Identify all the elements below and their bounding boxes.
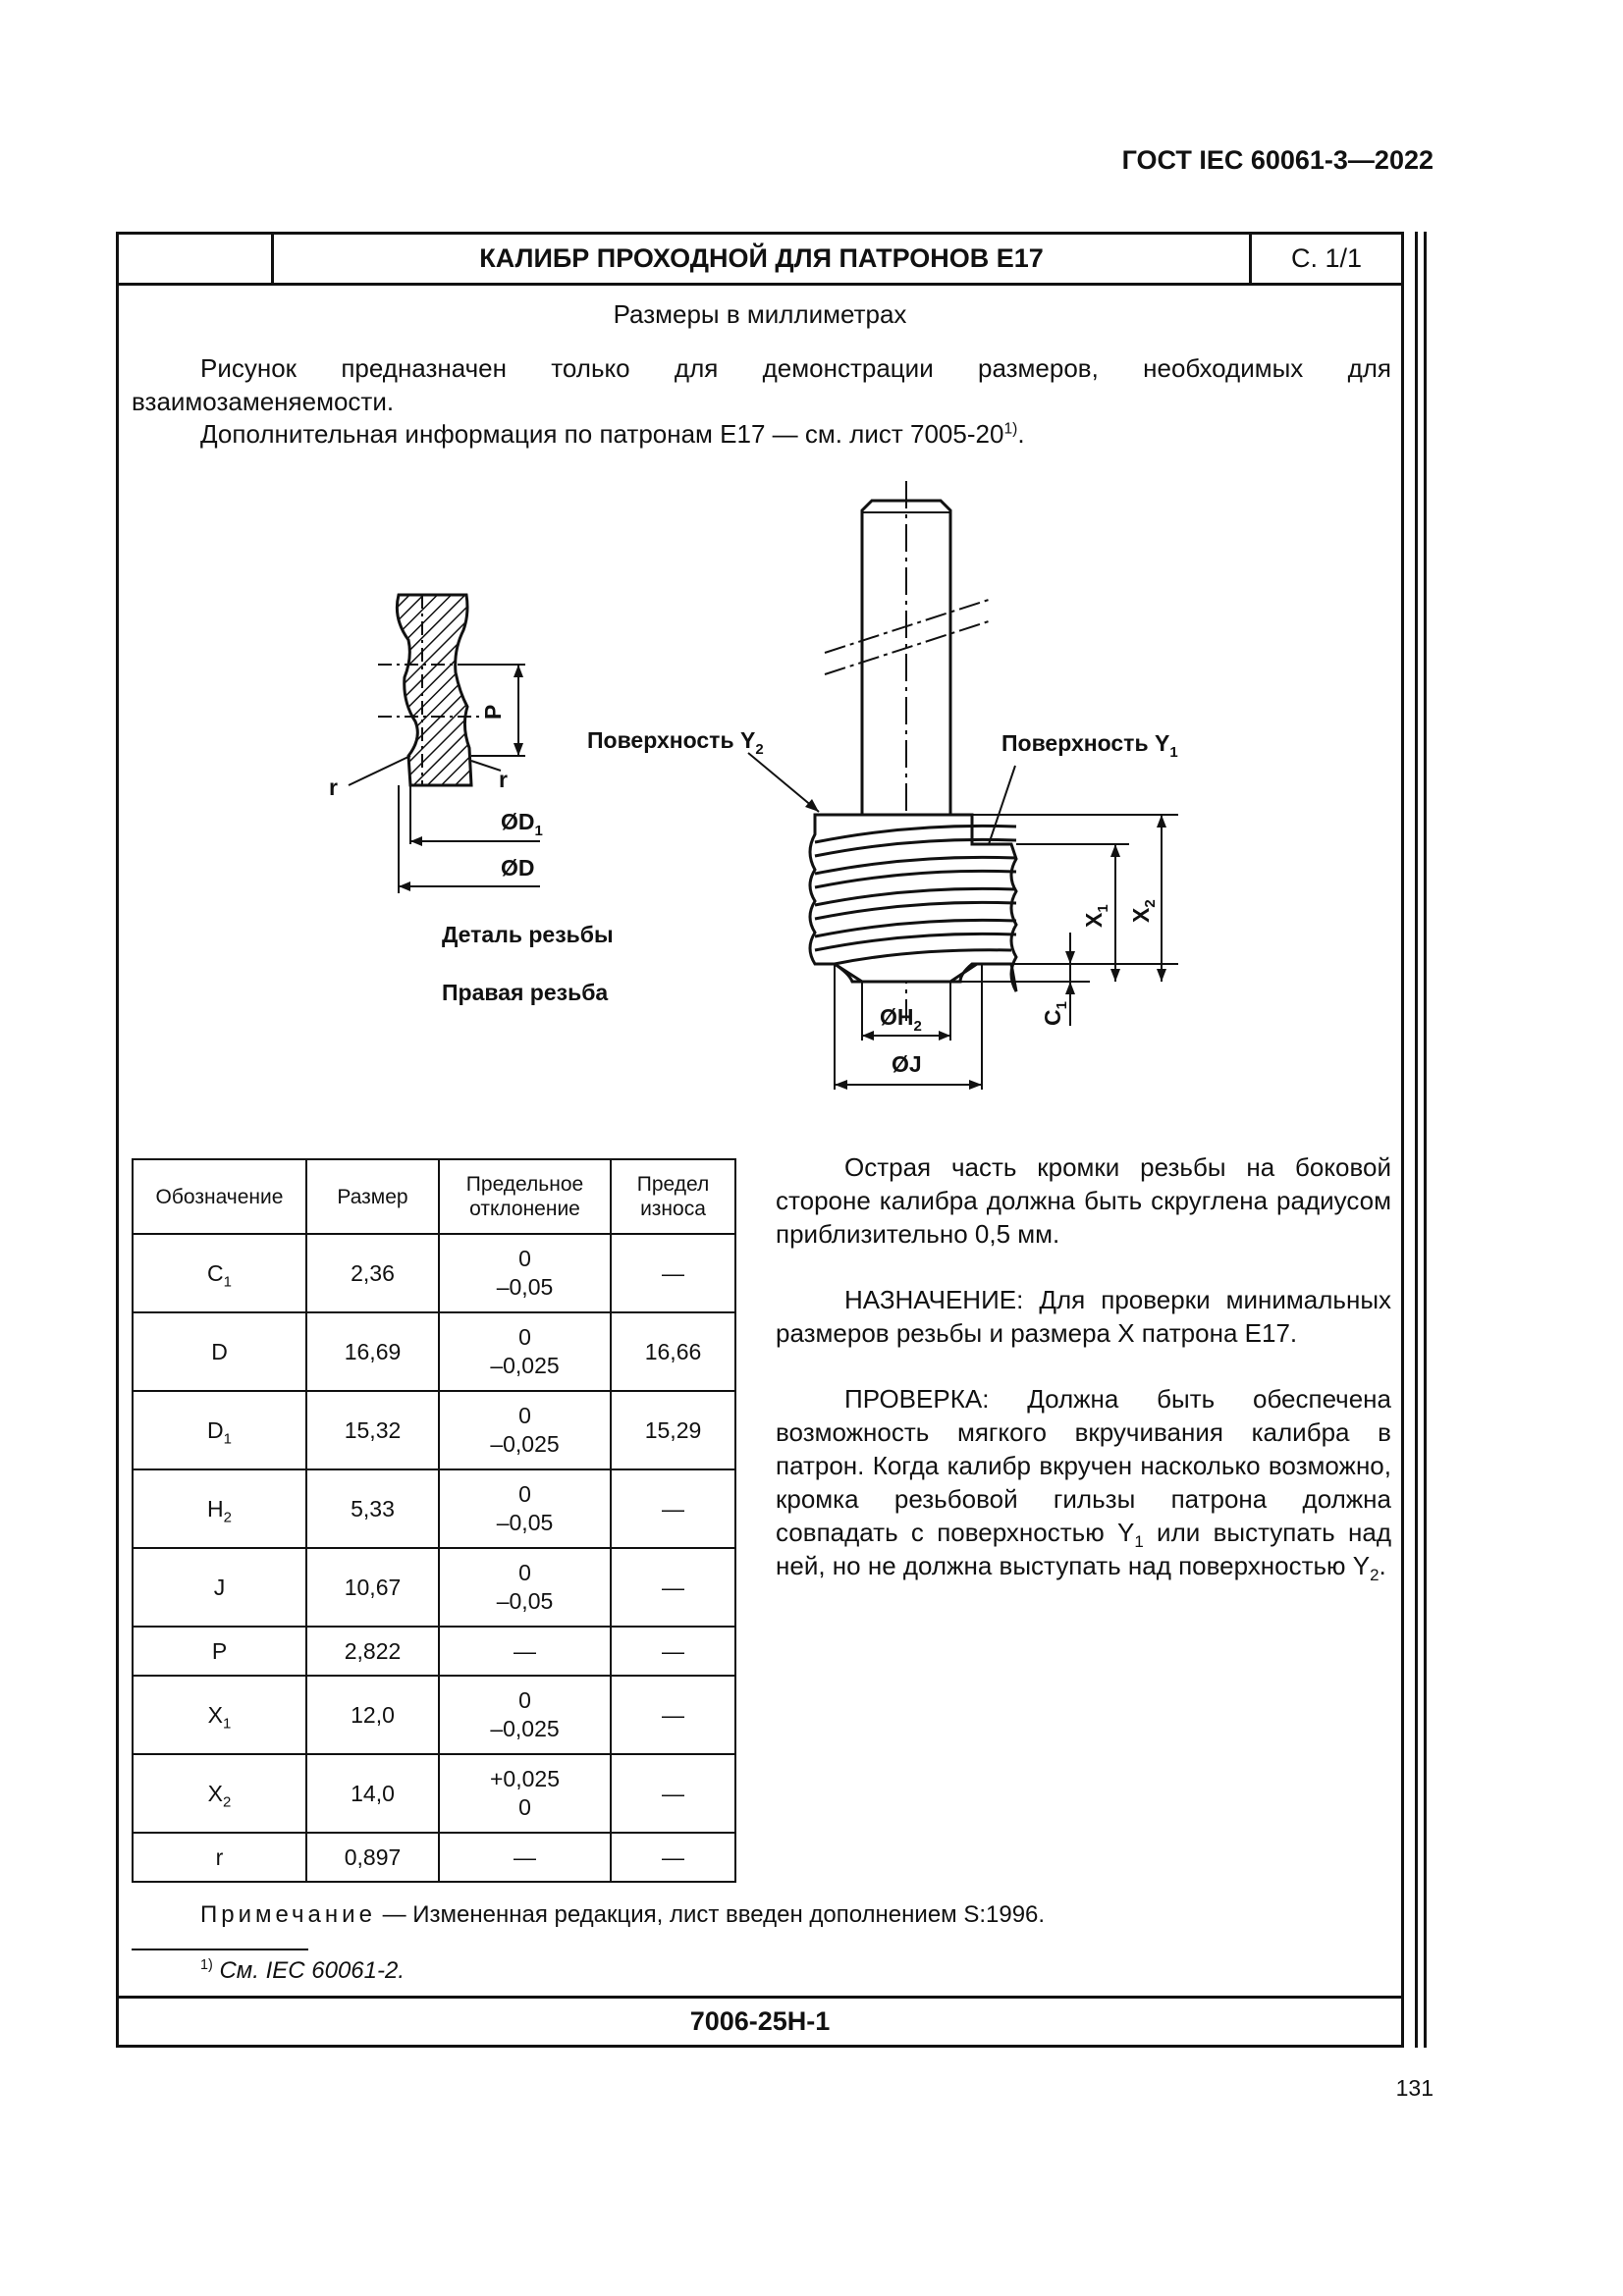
footnote-text: См. IEC 60061-2. [212,1957,406,1984]
intro-paragraph: Рисунок предназначен только для демонстрации размеров, необходимых для взаимозаменяемости. [132,353,1391,416]
label-c1: $C_1$ [1040,1001,1070,1026]
cell-wear: — [611,1754,735,1833]
gauge-body [587,481,1178,1090]
label-x2: $X_2$ [1128,899,1159,923]
label-r-left: r [329,774,338,800]
cell-deviation: +0,025 0 [439,1754,611,1833]
col-designation: Обозначение [133,1159,306,1234]
cell-deviation: — [439,1627,611,1676]
frame-double-line [1415,232,1418,2048]
side-text [776,1150,1391,1615]
table-row [133,1754,735,1833]
thread-caption: Правая резьба [442,980,609,1005]
table-row [133,1391,735,1469]
frame-double-line-2 [1424,232,1427,2048]
cell-deviation: 0 –0,025 [439,1312,611,1391]
note-text: — Измененная редакция, лист введен дополнением S:1996. [375,1901,1046,1928]
cell-deviation: 0 –0,05 [439,1234,611,1312]
cell-designation: $H_2$ [133,1469,306,1548]
footnote-mark: 1) [200,1957,213,1973]
label-x1: $X_1$ [1081,904,1111,928]
cell-designation: $X_1$ [133,1676,306,1754]
footnote-ref: 1) [1003,420,1018,438]
purpose-note: НАЗНАЧЕНИЕ: Для проверки минимальных размеров резьбы и размера X патрона Е17. [776,1285,1391,1348]
cell-wear: — [611,1833,735,1882]
label-h2: $ØH_2$ [880,1004,922,1035]
edge-note: Острая часть кромки резьбы на боковой стороне калибра должна быть скруглена радиусом приблизительно 0,5 мм. [776,1152,1391,1249]
cell-deviation: — [439,1833,611,1882]
label-surface-y2: Поверхность $Y_2$ [587,727,764,758]
cell-size: 2,36 [306,1234,439,1312]
table-row [133,1469,735,1548]
table-row [133,1627,735,1676]
cell-wear: — [611,1548,735,1627]
cell-deviation: 0 –0,05 [439,1469,611,1548]
cell-size: 5,33 [306,1469,439,1548]
col-wear: Предел износа [611,1159,735,1234]
label-r-right: r [499,767,508,792]
label-surface-y1: Поверхность $Y_1$ [1001,730,1178,761]
table-row [133,1548,735,1627]
cell-size: 10,67 [306,1548,439,1627]
table-header-row [133,1159,735,1234]
table-row [133,1312,735,1391]
cell-size: 2,822 [306,1627,439,1676]
gauge-drawing [324,471,1208,1119]
label-j: ØJ [892,1051,922,1077]
cell-designation: J [133,1548,306,1627]
sheet-title: КАЛИБР ПРОХОДНОЙ ДЛЯ ПАТРОНОВ Е17 [274,235,1252,283]
detail-caption: Деталь резьбы [442,922,614,947]
revision-note [200,1901,1045,1929]
cell-designation: $X_2$ [133,1754,306,1833]
check-note: ПРОВЕРКА: Должна быть обеспечена возможность мягкого вкручивания калибра в патрон. Когда калибр вкручен насколько возможно, кромка резьбовой гильзы патрона должна совпадать с поверхностью $Y_1$ или выступать над ней, но не должна выступать над поверхностью $Y_2$. [776,1384,1392,1585]
sheet-number: С. 1/1 [1290,243,1363,273]
cell-wear: 16,66 [611,1312,735,1391]
note-label: Примечание [200,1901,376,1928]
cell-wear: — [611,1469,735,1548]
title-blank-cell [119,235,274,283]
table-row [133,1676,735,1754]
cell-designation: P [133,1627,306,1676]
intro-reference-text: Дополнительная информация по патронам Е17 — см. лист 7005-20 [200,419,1004,449]
sheet-code: 7006-25Н-1 [689,2006,831,2036]
units-note: Размеры в миллиметрах [613,299,907,329]
cell-size: 0,897 [306,1833,439,1882]
footnote [200,1957,405,1985]
dimensions-table [132,1158,736,1883]
table-row [133,1234,735,1312]
document-header: ГОСТ IEC 60061-3—2022 [1121,145,1434,175]
label-p: P [480,704,506,720]
thread-detail [329,595,614,1005]
intro-reference [200,417,1391,451]
label-d: ØD [501,855,535,881]
cell-designation: $C_1$ [133,1234,306,1312]
cell-designation: r [133,1833,306,1882]
cell-wear: — [611,1234,735,1312]
cell-designation: $D_1$ [133,1391,306,1469]
cell-size: 16,69 [306,1312,439,1391]
cell-size: 15,32 [306,1391,439,1469]
cell-wear: — [611,1676,735,1754]
cell-size: 14,0 [306,1754,439,1833]
cell-wear: 15,29 [611,1391,735,1469]
label-d1: $ØD_1$ [501,809,543,839]
page-number: 131 [1395,2075,1434,2101]
footnote-rule [132,1949,308,1950]
col-deviation: Предельное отклонение [439,1159,611,1234]
cell-wear: — [611,1627,735,1676]
title-rule [116,283,1404,286]
cell-designation: D [133,1312,306,1391]
cell-size: 12,0 [306,1676,439,1754]
intro-reference-end: . [1017,419,1025,449]
table-row [133,1833,735,1882]
cell-deviation: 0 –0,025 [439,1676,611,1754]
cell-deviation: 0 –0,05 [439,1548,611,1627]
cell-deviation: 0 –0,025 [439,1391,611,1469]
col-size: Размер [306,1159,439,1234]
